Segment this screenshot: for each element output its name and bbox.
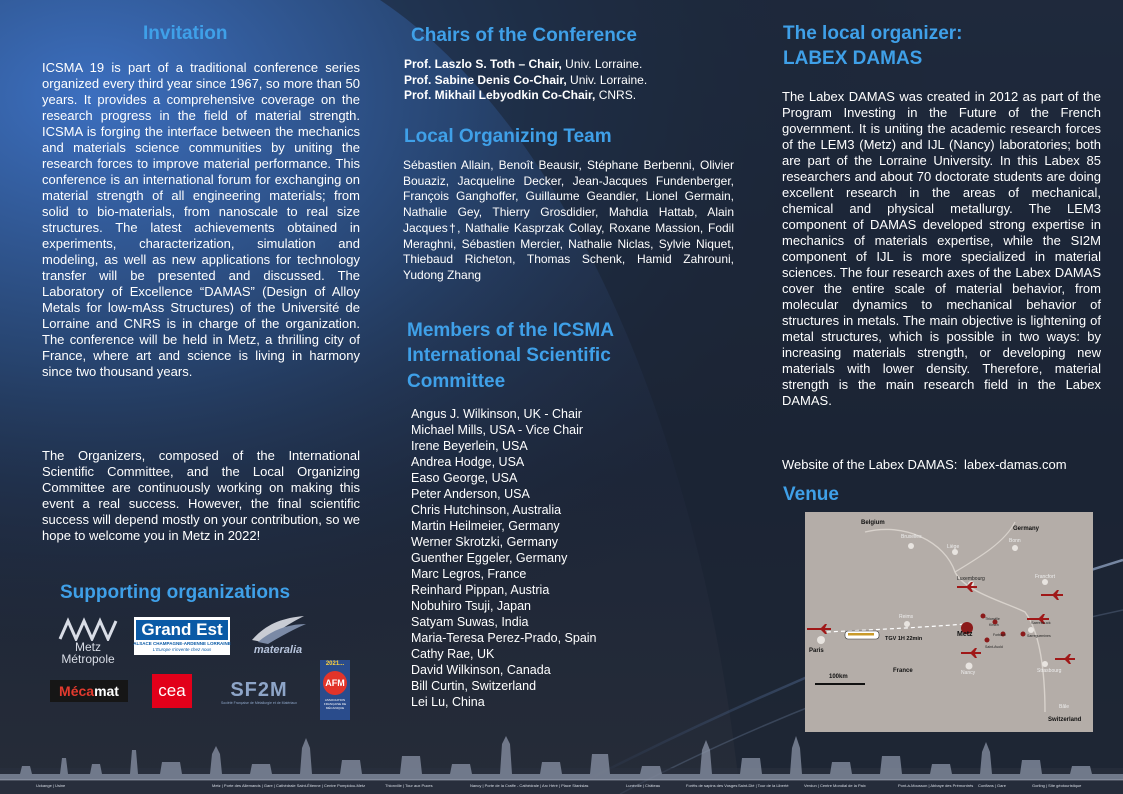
- map-label-nancy: Nancy: [961, 670, 976, 676]
- skyline-caption: Gorling | Site géotouristique: [1032, 783, 1082, 788]
- committee-member: Andrea Hodge, USA: [411, 455, 525, 469]
- map-label-forbach: Forbach: [993, 633, 1006, 637]
- committee-member: David Wilkinson, Canada: [411, 663, 551, 677]
- skyline-caption: Metz | Porte des Allemands | Gare | Cathédrale Saint-Étienne | Centre Pompidou-Metz: [212, 783, 366, 788]
- map-label-liege: Liège: [947, 544, 960, 550]
- organizer-title-line-2: LABEX DAMAS: [783, 48, 923, 69]
- committee-member: Michael Mills, USA - Vice Chair: [411, 423, 584, 437]
- city-dot: [904, 621, 910, 627]
- sf2m-logo: SF2M Société Française de Métallurgie et de Matériaux: [220, 678, 298, 705]
- map-label-bonn: Bonn: [1009, 538, 1021, 544]
- materalia-logo: materalia: [238, 610, 318, 660]
- committee-member: Werner Skrotzki, Germany: [411, 535, 559, 549]
- skyline-caption: Saint-Dié | Tour de la Liberté: [738, 783, 789, 788]
- afm-badge-icon: AFM: [323, 671, 347, 695]
- committee-member: Maria-Teresa Perez-Prado, Spain: [411, 631, 597, 645]
- afm-logo: 2021... AFM ASSOCIATION FRANÇAISE DE MÉCANIQUE: [320, 660, 350, 720]
- map-label-bale: Bâle: [1059, 704, 1070, 710]
- invitation-paragraph-2: The Organizers, composed of the International Scientific Committee, and the Local Organizing Committee are continuously working on making this event a real success. However, the final scientific success will depend mostly on your contribution, so we hope to welcome you in Metz in 2022!: [42, 448, 360, 543]
- grand-est-logo: Grand Est ALSACE CHAMPAGNE-ARDENNE LORRAINE L'Europe s'invente chez nous: [134, 617, 230, 655]
- map-label-sarreguemines: Sarreguemines: [1027, 634, 1051, 638]
- skyline-caption: Lunéville | Château: [626, 783, 661, 788]
- skyline-caption: Forêts de sapins des Vosges: [686, 783, 738, 788]
- map-label-metz: Metz: [957, 631, 973, 638]
- map-label-francfort: Francfort: [1035, 574, 1056, 580]
- map-label-reims: Reims: [899, 614, 914, 620]
- skyline-caption: Pont-à-Mousson | Abbaye des Prémontrés: [898, 783, 974, 788]
- skyline-caption: Thionville | Tour aux Puces: [385, 783, 433, 788]
- skyline-caption: Conflans | Gare: [978, 783, 1006, 788]
- map-label-france: France: [893, 668, 913, 674]
- committee-member: Guenther Eggeler, Germany: [411, 551, 568, 565]
- committee-title-line-2: International Scientific: [407, 345, 611, 366]
- metz-metropole-logo: Metz Métropole: [48, 615, 128, 667]
- committee-member: Irene Beyerlein, USA: [411, 439, 528, 453]
- committee-member: Chris Hutchinson, Australia: [411, 503, 562, 517]
- venue-map: [805, 512, 1093, 732]
- map-label-germany: Germany: [1013, 526, 1040, 532]
- map-label-sarrebruck: Sarrebruck: [1031, 620, 1051, 625]
- chair-row: Prof. Sabine Denis Co-Chair, Univ. Lorraine.: [404, 72, 648, 87]
- committee-member: Nobuhiro Tsuji, Japan: [411, 599, 531, 613]
- venue-title: Venue: [783, 484, 839, 505]
- train-icon: [845, 631, 879, 639]
- metz-metropole-mark-icon: [58, 617, 118, 641]
- city-dot: [966, 663, 973, 670]
- map-label-saint-avold: Saint-Avold: [985, 645, 1003, 649]
- city-dot: [1042, 661, 1048, 667]
- chairs-title: Chairs of the Conference: [411, 25, 637, 46]
- map-label-thionville: Thionville: [985, 617, 1000, 621]
- local-team-title: Local Organizing Team: [404, 126, 612, 147]
- committee-member: Reinhard Pippan, Austria: [411, 583, 550, 597]
- committee-member: Angus J. Wilkinson, UK - Chair: [411, 407, 582, 421]
- committee-member: Lei Lu, China: [411, 695, 485, 709]
- committee-title-line-3: Committee: [407, 371, 506, 392]
- organizer-title-line-1: The local organizer:: [783, 23, 963, 44]
- mecamat-logo: Méca mat: [50, 680, 128, 702]
- map-label-bruxelles: Bruxelles: [901, 534, 922, 540]
- committee-member: Easo George, USA: [411, 471, 518, 485]
- skyline-caption: Uckange | Usine: [36, 783, 66, 788]
- supporting-title: Supporting organizations: [60, 582, 291, 603]
- committee-title-line-1: Members of the ICSMA: [407, 320, 614, 341]
- committee-member: Cathy Rae, UK: [411, 647, 495, 661]
- chair-row: Prof. Laszlo S. Toth – Chair, Univ. Lorraine.: [404, 57, 643, 71]
- committee-member: Peter Anderson, USA: [411, 487, 530, 501]
- city-dot: [817, 636, 825, 644]
- map-label-strasbourg: Strasbourg: [1037, 668, 1062, 674]
- map-label-luxembourg: Luxembourg: [957, 576, 985, 582]
- city-dot: [1021, 632, 1026, 637]
- city-dot: [1012, 545, 1018, 551]
- committee-member: Martin Heilmeier, Germany: [411, 519, 560, 533]
- map-label-belgium: Belgium: [861, 520, 885, 526]
- local-team-names: Sébastien Allain, Benoît Beausir, Stéphane Berbenni, Olivier Bouaziz, Jacqueline Decker, Jean-Jacques Fundenberger, François Ganghoffer, Guillaume Geandier, Lionel Germain, Nathalie Gey, Thierry Grosdidier, Mahdia Hattab, Alain Jacques†, Nathalie Kasprzak Collay, Roxane Massion, Fodil Meraghni, Sébastien Mercier, Nathalie Niclas, Sylvie Niquet, Thiebaud Richeton, Thomas Schenk, Hamid Zahrouni, Yudong Zhang: [403, 158, 734, 282]
- map-label-switzerland: Switzerland: [1048, 717, 1082, 723]
- cea-logo: cea: [152, 674, 192, 708]
- committee-member: Bill Curtin, Switzerland: [411, 679, 537, 693]
- website-link[interactable]: labex-damas.com: [963, 457, 1067, 472]
- materalia-swirl-icon: [248, 614, 308, 644]
- invitation-title: Invitation: [143, 23, 228, 44]
- skyline-caption: Nancy | Porte de la Craffe - Cathédrale | Arc Héré | Place Stanislas: [470, 783, 589, 788]
- committee-member: Satyam Suwas, India: [411, 615, 529, 629]
- map-label-tgv: TGV 1H 22min: [885, 636, 923, 642]
- committee-member: Marc Legros, France: [411, 567, 527, 581]
- city-dot: [908, 543, 914, 549]
- map-label-scale: 100km: [829, 674, 848, 680]
- city-dot: [1028, 627, 1034, 633]
- map-label-kirsch: Kirsch: [989, 623, 999, 627]
- skyline-caption: Verdun | Centre Mondial de la Paix: [804, 783, 866, 788]
- invitation-paragraph-1: ICSMA 19 is part of a traditional conference series organized every third year since 1967, so more than 50 years. It provides a comprehensive coverage on the research progress in the field of material strength. ICSMA is forging the interface between the mechanics and materials science communities by uniting the research forces to improve material performance. This conference is an international forum for exchanging on material strength of all engineering materials; from solid to bio-materials, from nanoscale to real size structures. The latest achievements obtained in experiments, characterization, simulation and modeling, as well as new applications for technology transfer will be presented and discussed. The Laboratory of Excellence “DAMAS” (Design of Alloy Metals for low-mAss Structures) of the Université de Lorraine and CNRS is in charge of the organization. The conference will be held in Metz, a thrilling city of France, where art and science is living in harmony since two thousand years.: [42, 60, 360, 379]
- map-label-paris: Paris: [809, 648, 824, 654]
- chair-row: Prof. Mikhail Lebyodkin Co-Chair, CNRS.: [404, 88, 637, 102]
- committee-members-list: [411, 406, 597, 710]
- chairs-list: [404, 57, 734, 104]
- city-dot: [985, 638, 990, 643]
- organizer-website: Website of the Labex DAMAS: labex-damas.com: [782, 457, 1067, 472]
- organizer-paragraph: The Labex DAMAS was created in 2012 as part of the Program Investing in the Future of the French government. It is uniting the academic research forces of the LEM3 (Metz) and IJL (Nancy) laboratories; both are part of the Lorraine University. In this Labex 85 researchers and about 70 doctorate students are doing excellent research in the areas of mechanical, chemical and physical metallurgy. The LEM3 component of DAMAS developed strong expertise in mechanics of materials expertise, while the SI2M component of IJL is more specialized in material sciences. The four research axes of the Labex DAMAS cover the entire scale of material behavior, from molecular dynamics to mechanical behavior of structures in metals. The main objective is lightening of metal structures, which is possible in two ways: by increasing materials strength, or developing new materials with lower density. Therefore, material strength is the main research field in the Labex DAMAS.: [782, 89, 1101, 408]
